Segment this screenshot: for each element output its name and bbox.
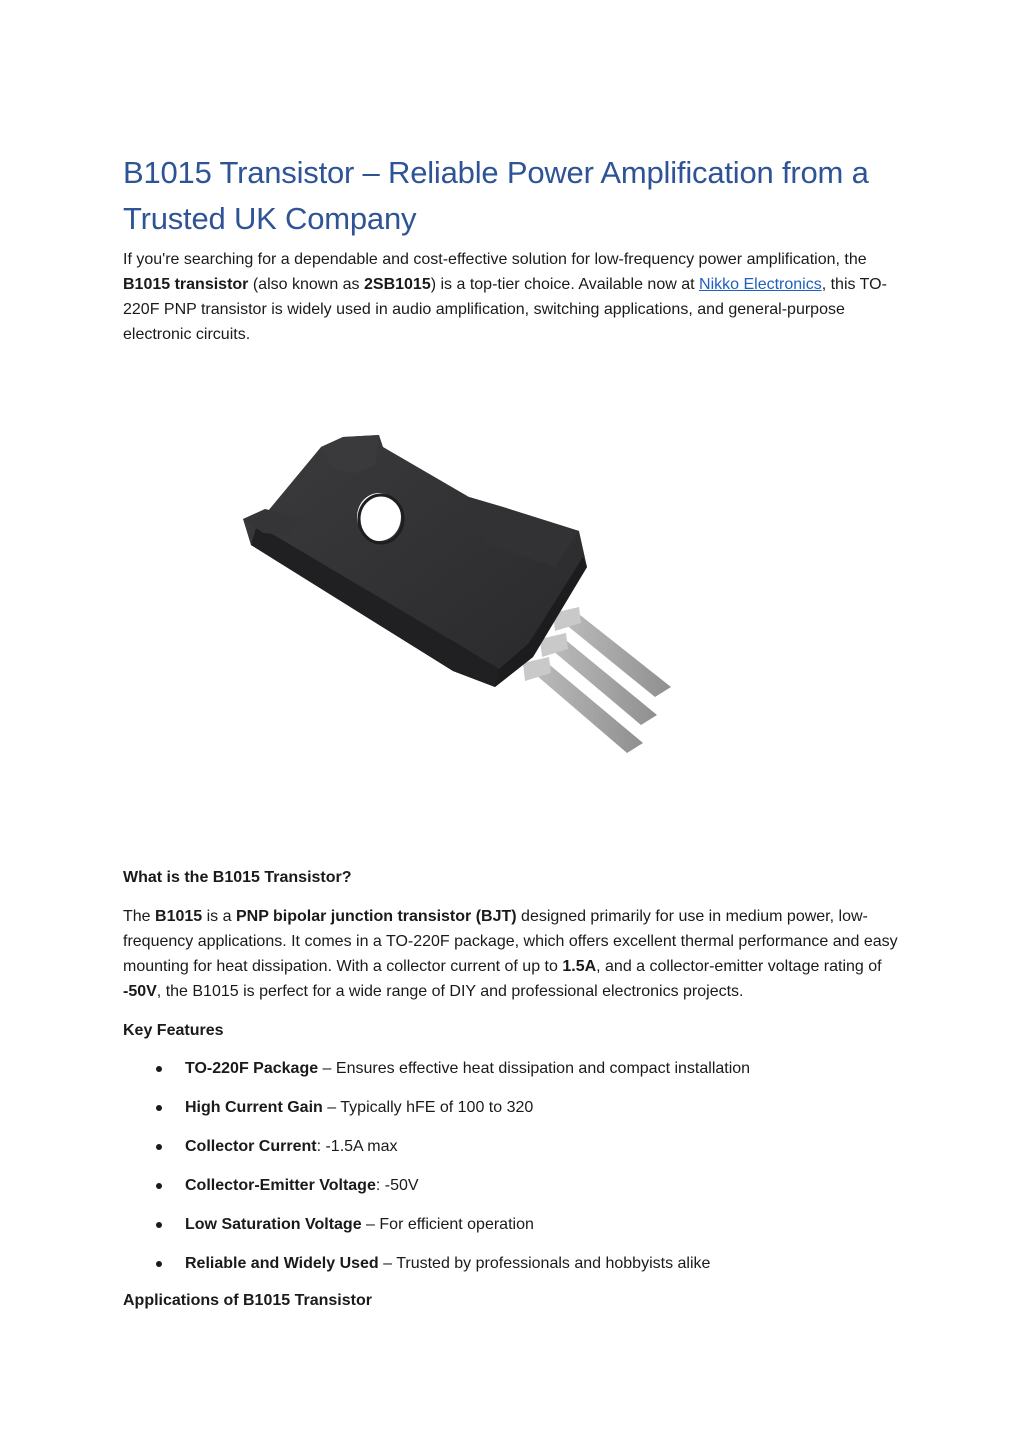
list-item bbox=[123, 1251, 903, 1276]
key-features-heading: Key Features bbox=[123, 1022, 224, 1039]
page-title: B1015 Transistor – Reliable Power Amplification from a Trusted UK Company bbox=[123, 155, 869, 236]
article-body bbox=[123, 150, 903, 1313]
applications-heading: Applications of B1015 Transistor bbox=[123, 1292, 372, 1309]
to220f-transistor-image bbox=[203, 407, 683, 807]
feature-name: Reliable and Widely Used bbox=[185, 1255, 379, 1272]
feature-text: : -1.5A max bbox=[316, 1138, 398, 1155]
intro-bold-b1015: B1015 transistor bbox=[123, 276, 249, 293]
bullet-icon bbox=[156, 1183, 162, 1189]
intro-text-1: If you're searching for a dependable and cost-effective solution for low-frequency power amplification, the bbox=[123, 251, 867, 268]
what-is-paragraph bbox=[123, 904, 903, 1004]
feature-name: Collector Current bbox=[185, 1138, 317, 1155]
what-bold-b1015: B1015 bbox=[155, 908, 203, 925]
list-item bbox=[123, 1095, 903, 1120]
what-text-5: , the B1015 is perfect for a wide range of DIY and professional electronics projects. bbox=[156, 983, 744, 1000]
list-item bbox=[123, 1134, 903, 1159]
bullet-icon bbox=[156, 1066, 162, 1072]
feature-text: – Ensures effective heat dissipation and compact installation bbox=[318, 1060, 751, 1077]
intro-text-2: (also known as bbox=[248, 276, 364, 293]
feature-name: Low Saturation Voltage bbox=[185, 1216, 362, 1233]
feature-text: : -50V bbox=[375, 1177, 419, 1194]
bullet-icon bbox=[156, 1105, 162, 1111]
intro-text-3: ) is a top-tier choice. Available now at bbox=[430, 276, 700, 293]
list-item bbox=[123, 1056, 903, 1081]
what-bold-voltage: -50V bbox=[123, 983, 157, 1000]
bullet-icon bbox=[156, 1261, 162, 1267]
nikko-electronics-link[interactable]: Nikko Electronics bbox=[699, 276, 822, 293]
what-text-4: , and a collector-emitter voltage rating of bbox=[596, 958, 882, 975]
list-item bbox=[123, 1212, 903, 1237]
what-is-heading: What is the B1015 Transistor? bbox=[123, 869, 352, 886]
feature-name: TO-220F Package bbox=[185, 1060, 319, 1077]
what-text-3: designed primarily for use in medium power, low-frequency applications. It comes in a TO-220F package, which offers excellent thermal performance and easy mounting for heat dissipation. With a collector current of up to bbox=[123, 908, 898, 975]
bullet-icon bbox=[156, 1222, 162, 1228]
what-text-2: is a bbox=[202, 908, 236, 925]
intro-text-4: , this TO-220F PNP transistor is widely used in audio amplification, switching applications, and general-purpose electronic circuits. bbox=[123, 276, 887, 343]
intro-bold-2sb1015: 2SB1015 bbox=[364, 276, 431, 293]
bullet-icon bbox=[156, 1144, 162, 1150]
transistor-body bbox=[243, 435, 587, 687]
feature-name: High Current Gain bbox=[185, 1099, 323, 1116]
feature-text: – Trusted by professionals and hobbyists alike bbox=[378, 1255, 711, 1272]
what-bold-pnp-bjt: PNP bipolar junction transistor (BJT) bbox=[235, 908, 517, 925]
feature-text: – Typically hFE of 100 to 320 bbox=[322, 1099, 534, 1116]
what-text-1: The bbox=[123, 908, 156, 925]
list-item bbox=[123, 1173, 903, 1198]
intro-paragraph bbox=[123, 247, 893, 347]
key-features-list bbox=[123, 1056, 903, 1276]
feature-name: Collector-Emitter Voltage bbox=[185, 1177, 376, 1194]
transistor-figure bbox=[123, 407, 903, 827]
feature-text: – For efficient operation bbox=[361, 1216, 534, 1233]
what-bold-current: 1.5A bbox=[562, 958, 597, 975]
